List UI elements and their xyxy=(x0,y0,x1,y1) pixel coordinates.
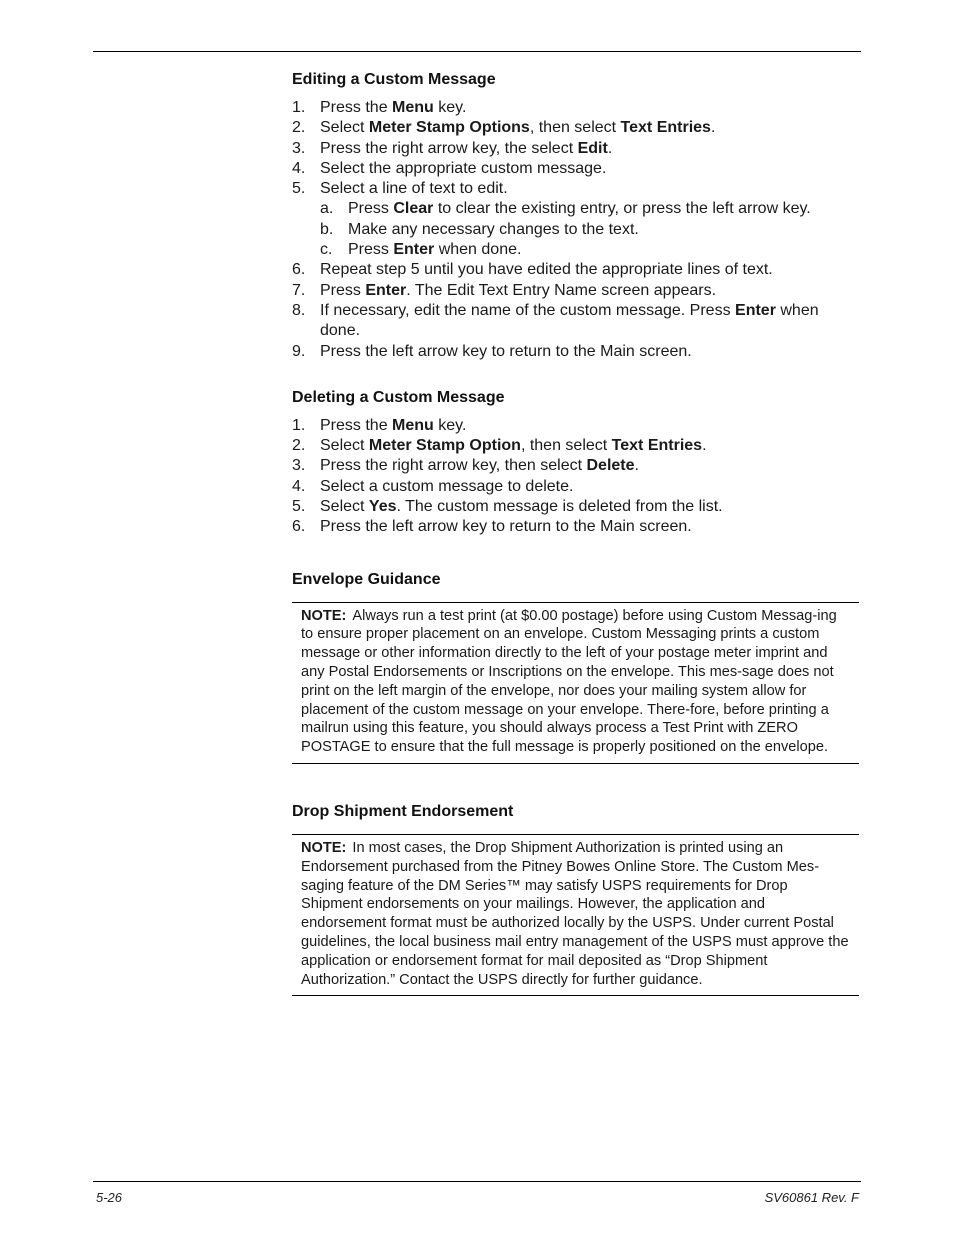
section-title-envelope: Envelope Guidance xyxy=(292,570,441,588)
section-title-deleting: Deleting a Custom Message xyxy=(292,388,505,406)
list-item: 5. Select a line of text to edit. a. Press Clear to clear the existing entry, or press the left arrow key. b. Make any necessary changes to the text. c. Press Enter when done. xyxy=(292,179,859,260)
list-item: 5. Select Yes. The custom message is deleted from the list. xyxy=(292,498,723,516)
note-text: In most cases, the Drop Shipment Authorization is printed using an Endorsement purchased from the Pitney Bowes Online Store. The Custom Mes-saging feature of the DM Series™ may satisfy USPS requirements for Drop Shipment endorsements on your mailings. However, the application and endorsement format must be authorized locally by the USPS. Under current Postal guidelines, the local business mail entry management of the USPS must approve the application or endorsement format for mail deposited as “Drop Shipment Authorization.” Contact the USPS directly for further guidance. xyxy=(301,840,849,988)
list-item: 4. Select the appropriate custom message. xyxy=(292,159,607,177)
document-id: SV60861 Rev. F xyxy=(764,1190,859,1205)
footer-rule xyxy=(93,1181,861,1182)
list-item: 6. Press the left arrow key to return to the Main screen. xyxy=(292,518,692,536)
note-box-drop-shipment xyxy=(292,834,859,996)
note-box-envelope xyxy=(292,602,859,764)
list-item: 7. Press Enter. The Edit Text Entry Name screen appears. xyxy=(292,281,717,299)
list-item: 8. If necessary, edit the name of the custom message. Press Enter when done. xyxy=(292,301,819,340)
list-item: 3. Press the right arrow key, the select Edit. xyxy=(292,139,613,157)
list-item: 3. Press the right arrow key, then select Delete. xyxy=(292,457,639,475)
header-rule xyxy=(93,51,861,52)
list-item: 4. Select a custom message to delete. xyxy=(292,477,574,495)
note-label: NOTE: xyxy=(301,840,347,857)
deleting-steps xyxy=(292,416,859,538)
sub-list-item: a. Press Clear to clear the existing entry, or press the left arrow key. xyxy=(320,200,811,218)
list-item: 9. Press the left arrow key to return to the Main screen. xyxy=(292,342,692,360)
page-content xyxy=(292,68,859,996)
list-item: 2. Select Meter Stamp Options, then select Text Entries. xyxy=(292,119,716,137)
editing-substeps xyxy=(320,199,859,260)
sub-list-item: b. Make any necessary changes to the text. xyxy=(320,220,639,238)
list-item: 1. Press the Menu key. xyxy=(292,99,467,116)
editing-steps xyxy=(292,98,859,362)
sub-list-item: c. Press Enter when done. xyxy=(320,241,522,259)
section-title-editing: Editing a Custom Message xyxy=(292,71,496,88)
list-item: 1. Press the Menu key. xyxy=(292,416,467,434)
list-item: 2. Select Meter Stamp Option, then select Text Entries. xyxy=(292,437,707,455)
note-label: NOTE: xyxy=(301,607,347,624)
list-item: 6. Repeat step 5 until you have edited the appropriate lines of text. xyxy=(292,261,773,279)
note-text: Always run a test print (at $0.00 postage) before using Custom Messag-ing to ensure proper placement on an envelope. Custom Messaging prints a custom message or other information directly to the left of your postage meter imprint and any Postal Endorsements or Inscriptions on the envelope. This mes-sage does not print on the left margin of the envelope, nor does your mailing system allow for placement of the custom message on your envelope. There-fore, before printing a mailrun using this feature, you should always process a Test Print with ZERO POSTAGE to ensure that the full message is properly positioned on the envelope. xyxy=(301,607,837,756)
page-number: 5-26 xyxy=(96,1190,123,1205)
section-title-drop-shipment: Drop Shipment Endorsement xyxy=(292,803,514,821)
